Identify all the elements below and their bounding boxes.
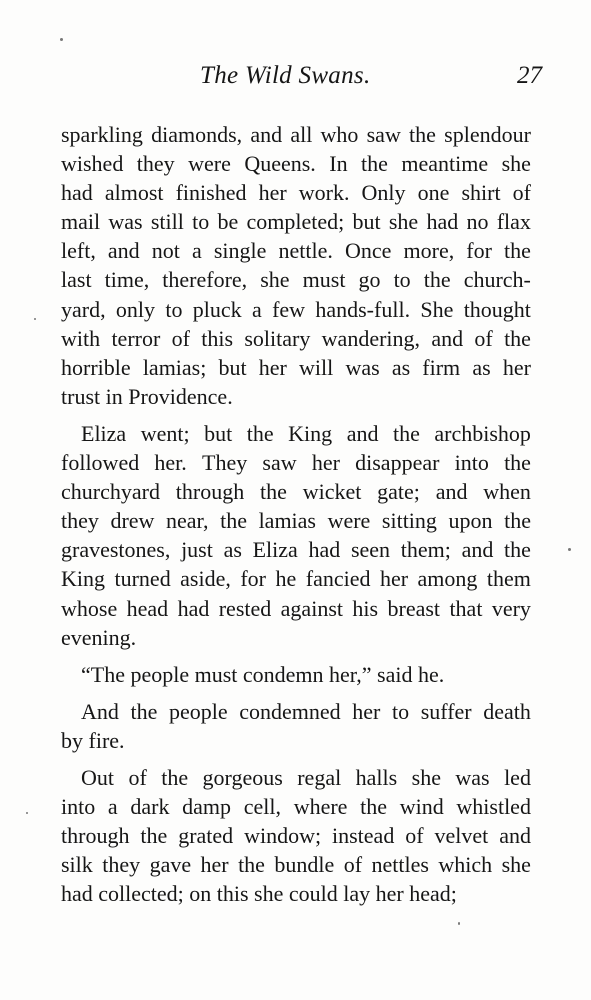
text-line: through the grated window; instead of velvet and [61,823,531,849]
text-line: followed her. They saw her disappear into the [61,450,531,476]
text-line: evening. [61,624,137,650]
paragraph [61,697,531,755]
paragraph [61,419,531,652]
text-line: silk they gave her the bundle of nettles which she [61,852,531,878]
scan-speck [34,318,36,320]
paragraph [61,763,531,908]
text-line: King turned aside, for he fancied her among them [61,566,531,592]
text-line: wished they were Queens. In the meantime she [61,151,531,177]
text-line: sparkling diamonds, and all who saw the splendour [61,122,531,147]
text-line: Eliza went; but the King and the archbishop [81,420,531,446]
running-title: The Wild Swans. [200,62,371,89]
text-line: mail was still to be completed; but she had no flax [61,209,531,235]
text-line: left, and not a single nettle. Once more, for the [61,238,531,264]
text-line: they drew near, the lamias were sitting upon the [61,508,531,534]
text-line: with terror of this solitary wandering, and of the [61,325,531,351]
text-line: had almost finished her work. Only one shirt of [61,180,531,206]
text-line: “The people must condemn her,” said he. [81,661,445,687]
body-text [61,120,531,908]
page-number: 27 [517,62,542,89]
text-line: by fire. [61,727,125,753]
scan-speck [26,812,28,814]
text-line: whose head had rested against his breast that very [61,595,531,621]
text-line: had collected; on this she could lay her head; [61,881,457,907]
paragraph [61,660,531,689]
text-line: last time, therefore, she must go to the church- [61,267,531,293]
text-line: And the people condemned her to suffer death [81,698,531,724]
text-line: yard, only to pluck a few hands-full. She thought [61,296,531,322]
text-line: into a dark damp cell, where the wind whistled [61,794,531,820]
scan-speck [568,548,571,551]
paragraph [61,120,531,411]
text-line: trust in Providence. [61,383,233,409]
text-line: Out of the gorgeous regal halls she was led [81,764,531,790]
text-line: horrible lamias; but her will was as firm as her [61,354,531,380]
scan-speck [458,922,460,925]
text-line: churchyard through the wicket gate; and when [61,479,531,505]
text-line: gravestones, just as Eliza had seen them; and the [61,537,531,563]
scan-speck [60,38,63,41]
page-header [60,62,542,96]
